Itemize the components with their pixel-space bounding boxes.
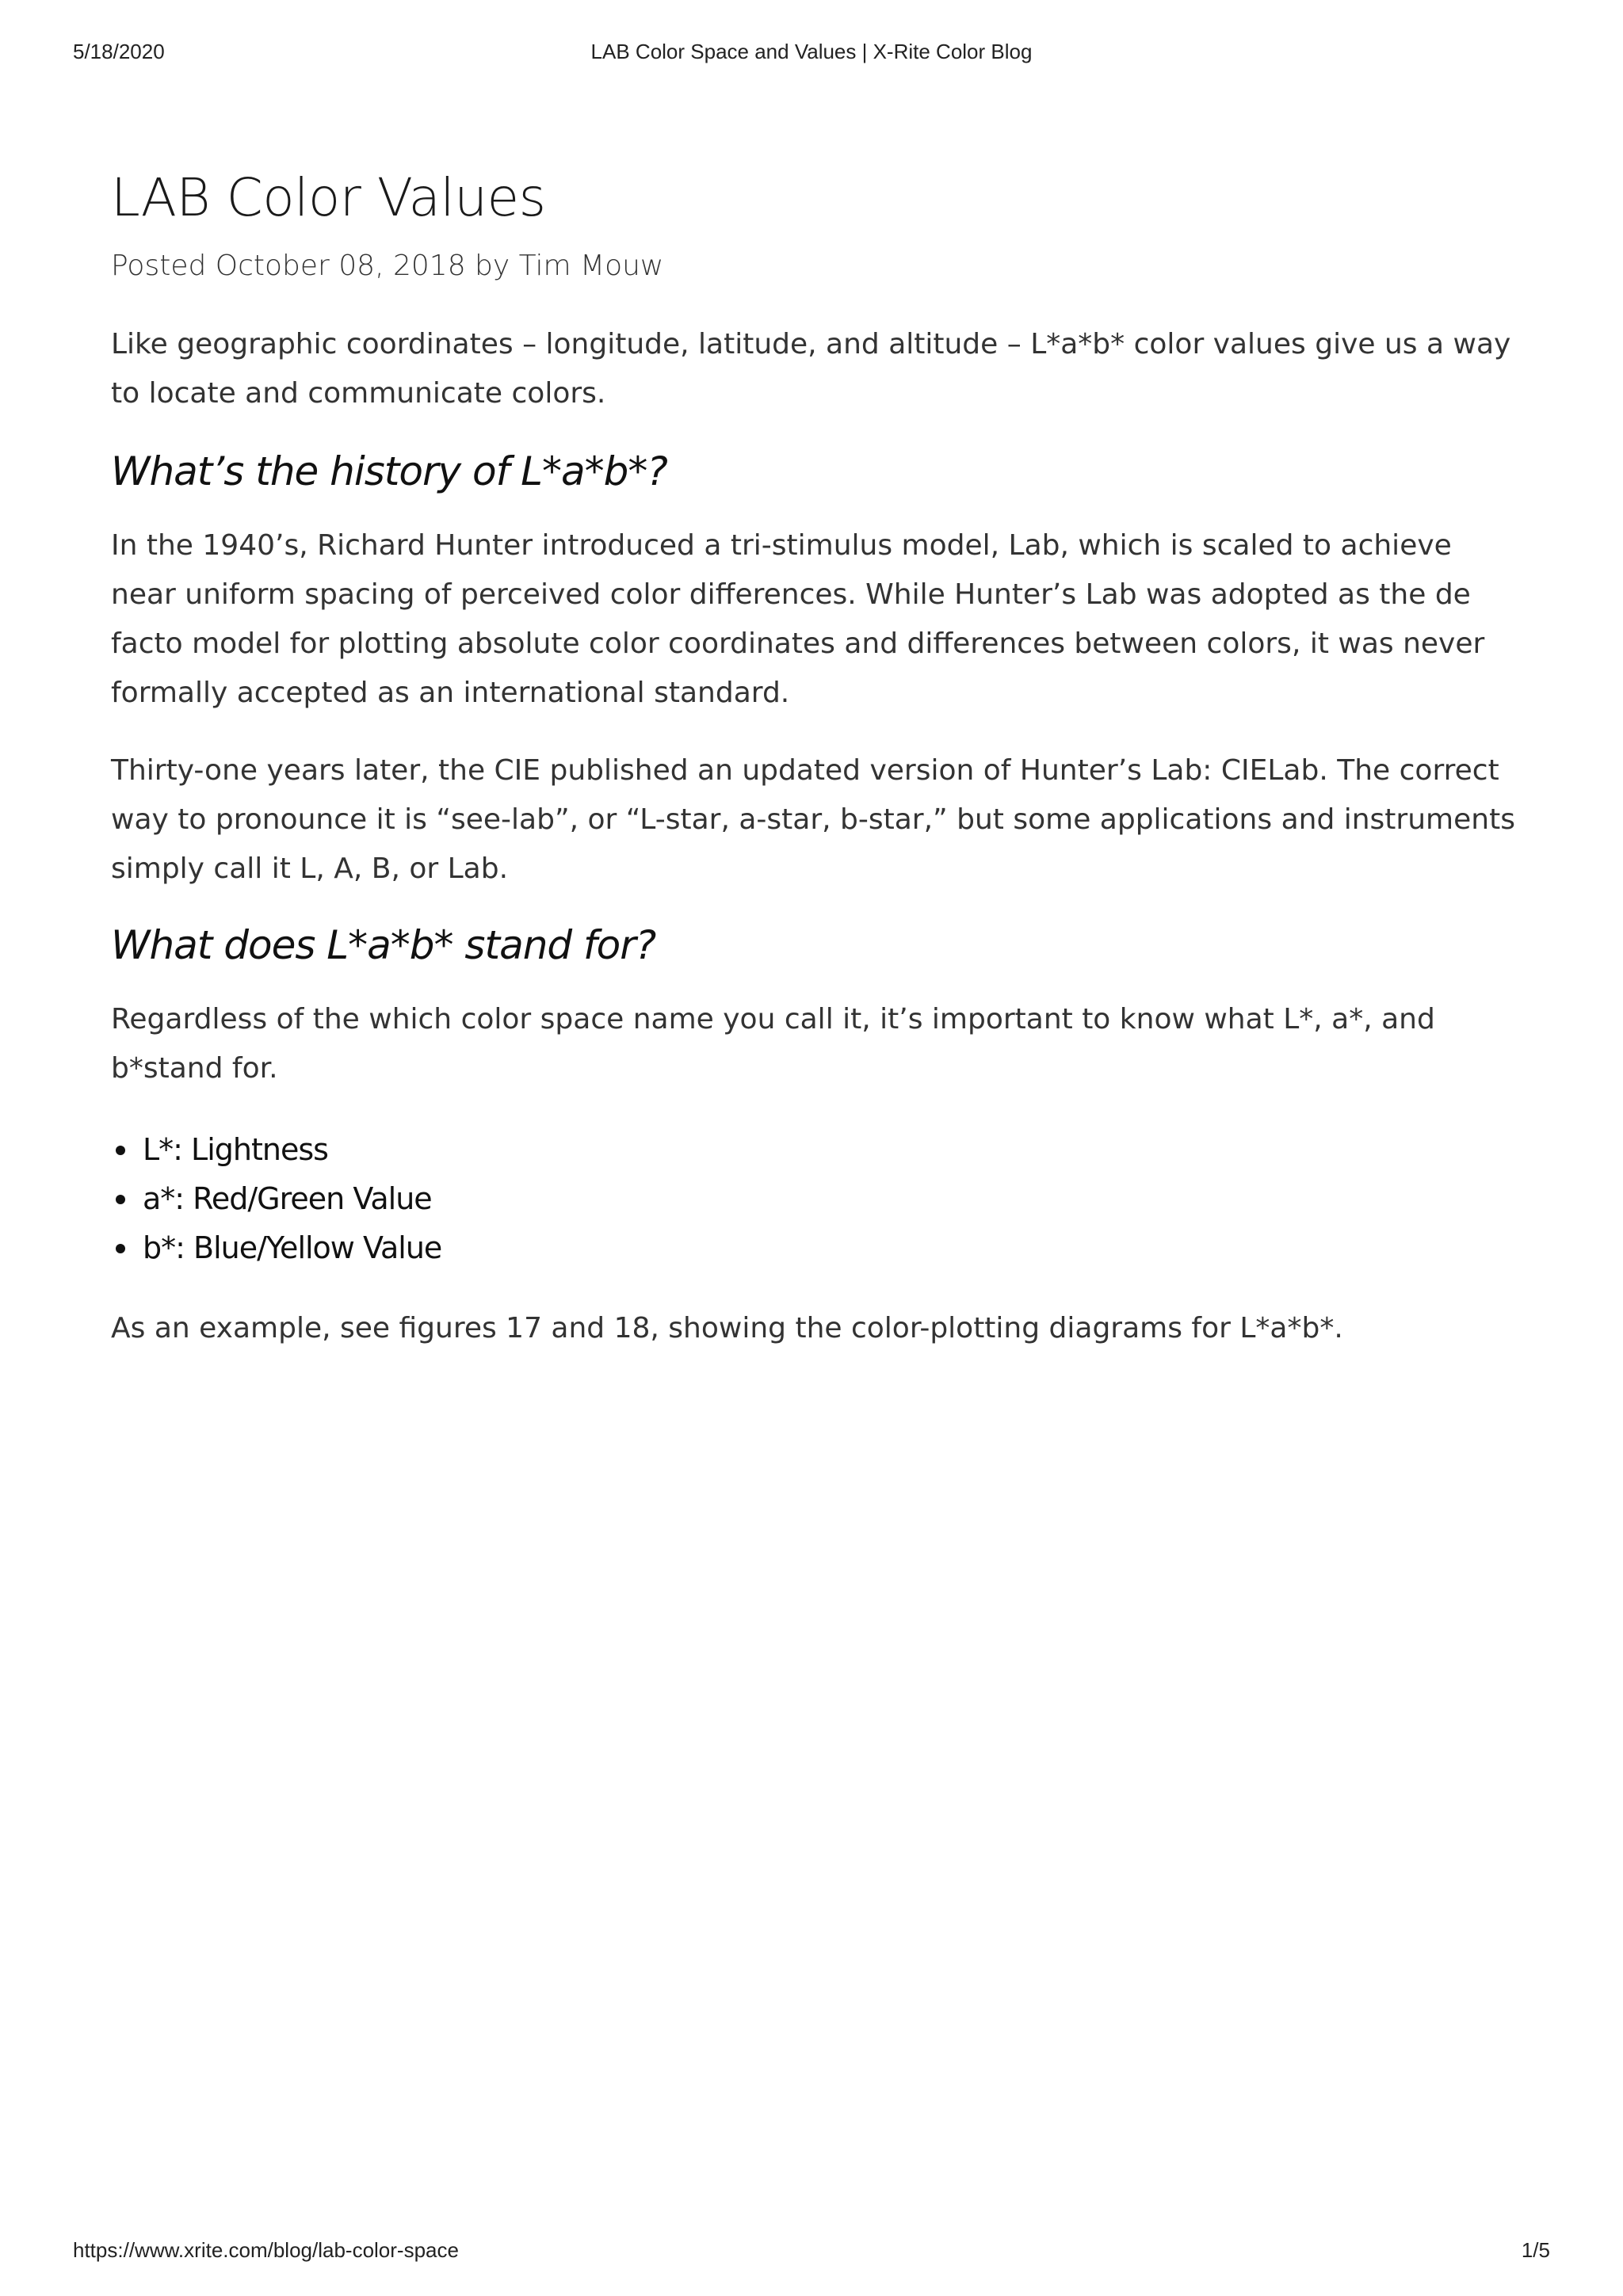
meaning-heading: What does L*a*b* stand for? <box>111 922 656 968</box>
print-footer <box>73 2231 1550 2263</box>
page-number: 1/5 <box>1521 2238 1550 2262</box>
intro-paragraph: Like geographic coordinates – longitude, latitude, and altitude – L*a*b* color values give us a way to locate and communicate colors. <box>111 328 1511 410</box>
terms-list <box>111 1125 1522 1272</box>
meaning-paragraph: Regardless of the which color space name you call it, it’s important to know what L*, a*, and b*stand for. <box>111 1003 1435 1085</box>
print-date: 5/18/2020 <box>73 40 165 63</box>
history-paragraph-2: Thirty-one years later, the CIE published an updated version of Hunter’s Lab: CIELab. The correct way to pronounce it is “see-lab”, or “L-star, a-star, b-star,” but some applications and instruments simply call it L, A, B, or Lab. <box>111 754 1515 885</box>
history-heading: What’s the history of L*a*b*? <box>111 448 667 494</box>
print-page-title: LAB Color Space and Values | X-Rite Color Blog <box>590 40 1033 63</box>
list-item: L*: Lightness <box>143 1125 1522 1174</box>
article-title: LAB Color Values <box>111 167 546 228</box>
print-header <box>73 40 1550 71</box>
history-paragraph-1: In the 1940’s, Richard Hunter introduced a tri-stimulus model, Lab, which is scaled to achieve near uniform spacing of perceived color differences. While Hunter’s Lab was adopted as the de facto model for plotting absolute color coordinates and differences between colors, it was never formally accepted as an international standard. <box>111 529 1485 709</box>
article <box>111 166 1522 1353</box>
list-item: b*: Blue/Yellow Value <box>143 1223 1522 1272</box>
list-item: a*: Red/Green Value <box>143 1174 1522 1223</box>
article-byline: Posted October 08, 2018 by Tim Mouw <box>111 250 664 282</box>
example-paragraph: As an example, see figures 17 and 18, showing the color-plotting diagrams for L*a*b*. <box>111 1312 1343 1344</box>
page-url: https://www.xrite.com/blog/lab-color-space <box>73 2238 459 2262</box>
